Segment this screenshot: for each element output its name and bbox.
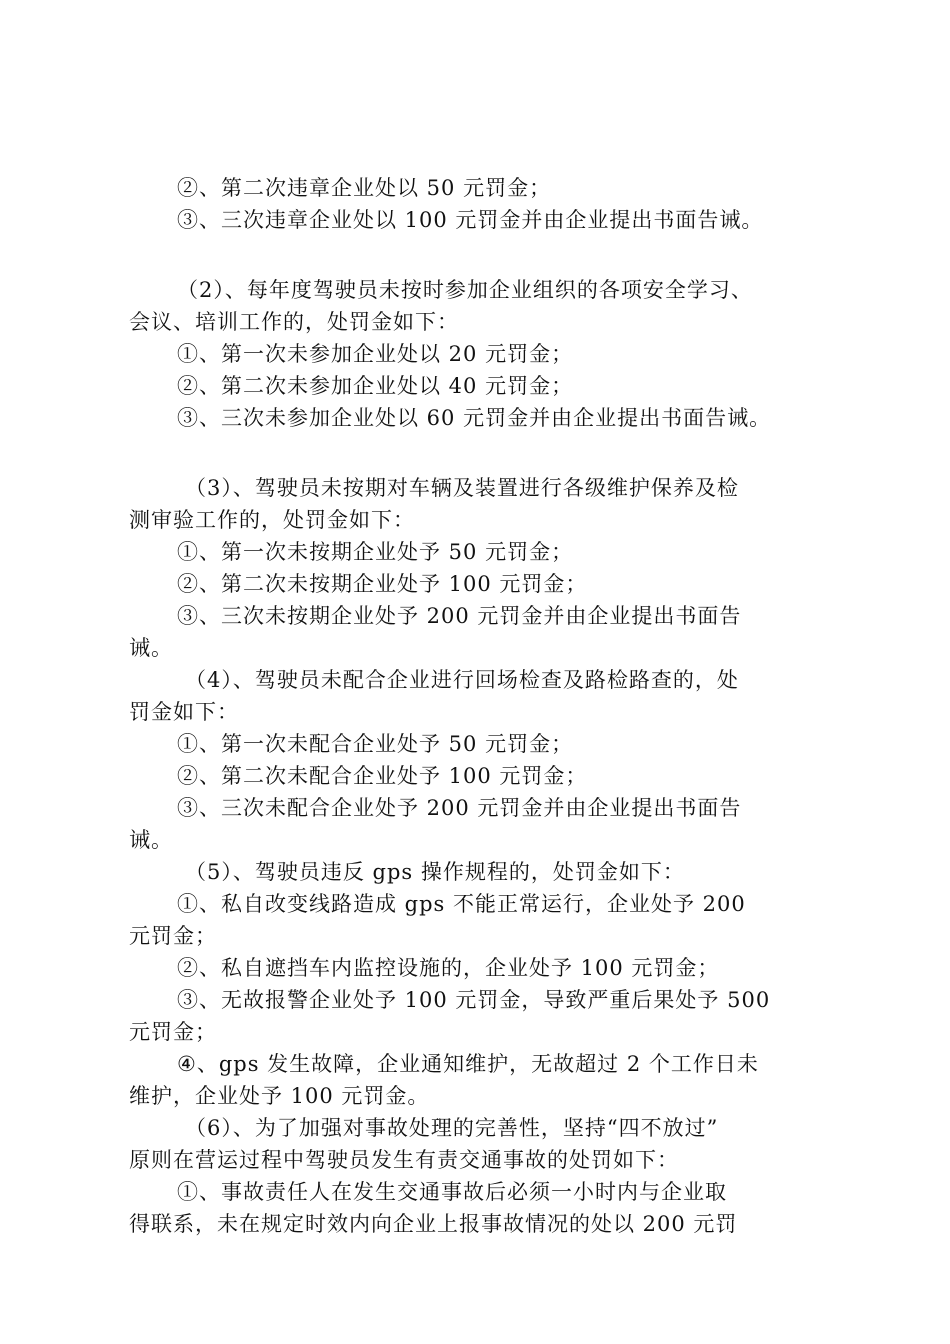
section-heading: （2）、每年度驾驶员未按时参加企业组织的各项安全学习、: [177, 278, 753, 302]
list-item: ①、第一次未参加企业处以 20 元罚金；: [177, 342, 574, 366]
list-item: ③、三次未参加企业处以 60 元罚金并由企业提出书面告诫。: [177, 406, 772, 430]
list-item: ②、第二次未参加企业处以 40 元罚金；: [177, 374, 574, 398]
list-item: ③、无故报警企业处予 100 元罚金，导致严重后果处予 500: [177, 988, 771, 1012]
list-item: ②、第二次未按期企业处予 100 元罚金；: [177, 572, 588, 596]
paragraph-line: 元罚金；: [129, 924, 217, 948]
paragraph-line: 诫。: [129, 636, 173, 660]
paragraph-line: 罚金如下：: [129, 700, 239, 724]
list-item: ①、第一次未按期企业处予 50 元罚金；: [177, 540, 574, 564]
section-heading: （3）、驾驶员未按期对车辆及装置进行各级维护保养及检: [185, 476, 739, 500]
paragraph-line: 元罚金；: [129, 1020, 217, 1044]
section-heading: （4）、驾驶员未配合企业进行回场检查及路检路查的，处: [185, 668, 739, 692]
paragraph-line: 诫。: [129, 828, 173, 852]
paragraph-line: 得联系，未在规定时效内向企业上报事故情况的处以 200 元罚: [129, 1212, 738, 1236]
document-body: [129, 172, 834, 1240]
list-item: ③、三次未配合企业处予 200 元罚金并由企业提出书面告: [177, 796, 742, 820]
list-item: ②、私自遮挡车内监控设施的，企业处予 100 元罚金；: [177, 956, 720, 980]
list-item: ②、第二次未配合企业处予 100 元罚金；: [177, 764, 588, 788]
list-item: ④、gps 发生故障，企业通知维护，无故超过 2 个工作日未: [177, 1052, 759, 1076]
paragraph-line: 维护，企业处予 100 元罚金。: [129, 1084, 430, 1108]
list-item: ③、三次未按期企业处予 200 元罚金并由企业提出书面告: [177, 604, 742, 628]
section-heading: （5）、驾驶员违反 gps 操作规程的，处罚金如下：: [185, 860, 685, 884]
list-item: ③、三次违章企业处以 100 元罚金并由企业提出书面告诫。: [177, 208, 764, 232]
list-item: ①、事故责任人在发生交通事故后必须一小时内与企业取: [177, 1180, 727, 1204]
list-item: ①、第一次未配合企业处予 50 元罚金；: [177, 732, 574, 756]
paragraph-line: 会议、培训工作的，处罚金如下：: [129, 310, 459, 334]
section-heading: （6）、为了加强对事故处理的完善性，坚持“四不放过”: [185, 1116, 719, 1140]
paragraph-line: 原则在营运过程中驾驶员发生有责交通事故的处罚如下：: [129, 1148, 679, 1172]
paragraph-line: 测审验工作的，处罚金如下：: [129, 508, 415, 532]
list-item: ②、第二次违章企业处以 50 元罚金；: [177, 176, 552, 200]
list-item: ①、私自改变线路造成 gps 不能正常运行，企业处予 200: [177, 892, 746, 916]
